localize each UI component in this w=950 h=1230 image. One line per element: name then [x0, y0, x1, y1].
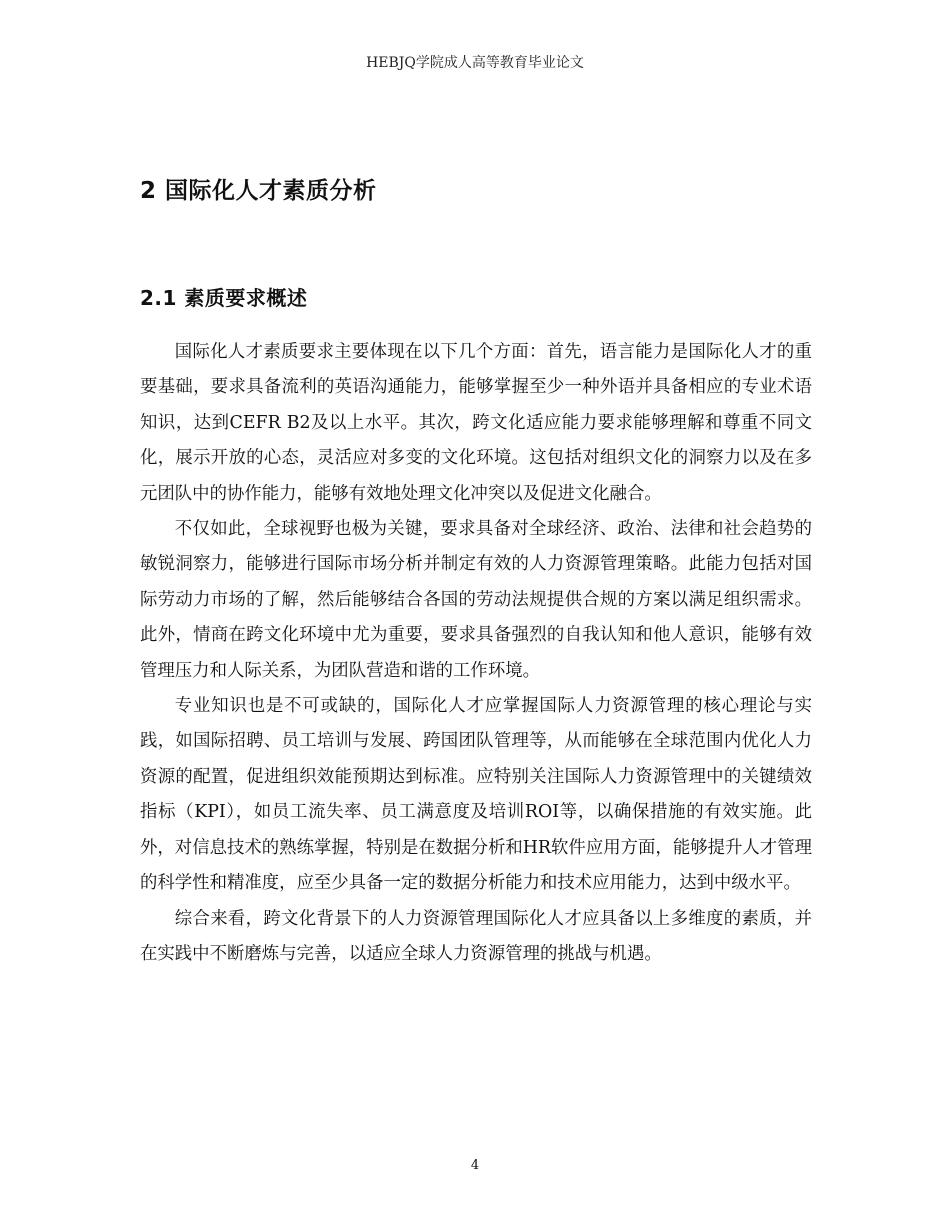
paragraph: 不仅如此，全球视野也极为关键，要求具备对全球经济、政治、法律和社会趋势的敏锐洞察力，能够进行国际市场分析并制定有效的人力资源管理策略。此能力包括对国际劳动力市场的了解，然后能够结合各国的劳动法规提供合规的方案以满足组织需求。此外，情商在跨文化环境中尤为重要，要求具备强烈的自我认知和他人意识，能够有效管理压力和人际关系，为团队营造和谐的工作环境。 — [140, 519, 812, 681]
paragraph: 专业知识也是不可或缺的，国际化人才应掌握国际人力资源管理的核心理论与实践，如国际招聘、员工培训与发展、跨国团队管理等，从而能够在全球范围内优化人力资源的配置，促进组织效能预期达到标准。应特别关注国际人力资源管理中的关键绩效指标（KPI），如员工流失率、员工满意度及培训ROI等，以确保措施的有效实施。此外，对信息技术的熟练掌握，特别是在数据分析和HR软件应用方面，能够提升人才管理的科学性和精准度，应至少具备一定的数据分析能力和技术应用能力，达到中级水平。 — [140, 696, 812, 894]
paragraph: 综合来看，跨文化背景下的人力资源管理国际化人才应具备以上多维度的素质，并在实践中不断磨炼与完善，以适应全球人力资源管理的挑战与机遇。 — [140, 908, 812, 964]
paragraph: 国际化人才素质要求主要体现在以下几个方面：首先，语言能力是国际化人才的重要基础，要求具备流利的英语沟通能力，能够掌握至少一种外语并具备相应的专业术语知识，达到CEFR B2及以上水平。其次，跨文化适应能力要求能够理解和尊重不同文化，展示开放的心态，灵活应对多变的文化环境。这包括对组织文化的洞察力以及在多元团队中的协作能力，能够有效地处理文化冲突以及促进文化融合。 — [140, 342, 812, 504]
page-header: HEBJQ学院成人高等教育毕业论文 — [366, 55, 584, 71]
page-number: 4 — [470, 1158, 480, 1173]
body-text — [140, 335, 812, 972]
chapter-title: 2 国际化人才素质分析 — [140, 178, 377, 204]
section-title: 2.1 素质要求概述 — [140, 286, 308, 310]
